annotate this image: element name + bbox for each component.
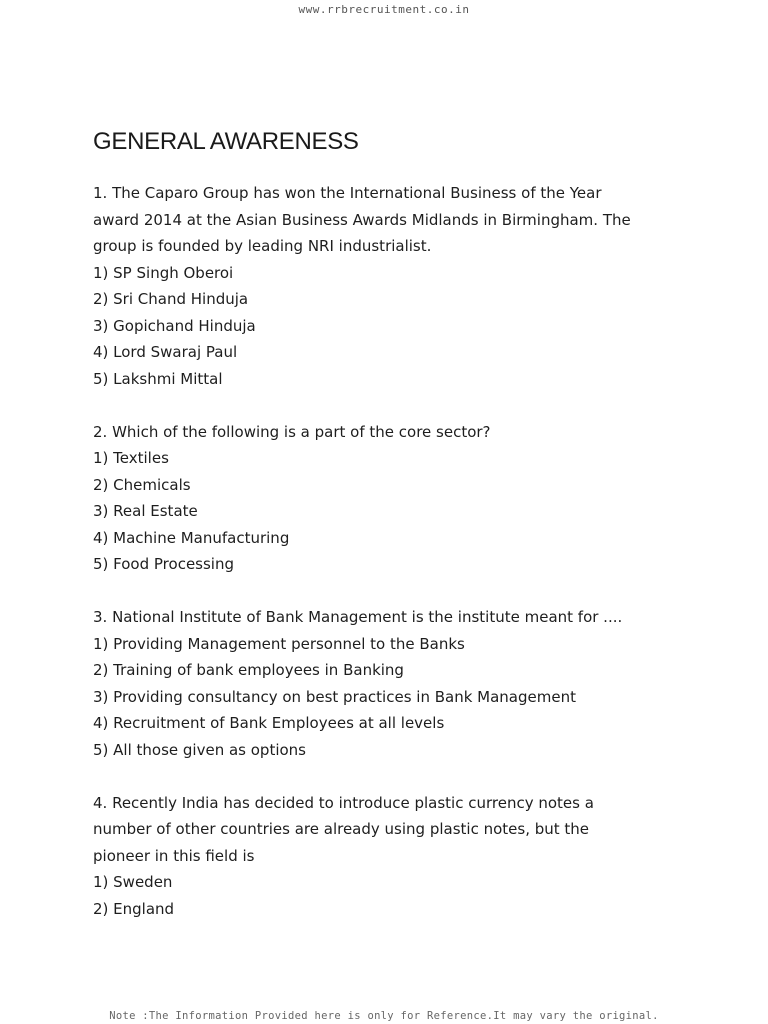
question-1 xyxy=(93,180,693,392)
option-item: 5) All those given as options xyxy=(93,740,306,759)
option-list xyxy=(93,631,693,764)
question-3 xyxy=(93,604,693,763)
question-text: 3. National Institute of Bank Management is the institute meant for .... xyxy=(93,608,623,626)
option-item: 2) Sri Chand Hinduja xyxy=(93,290,249,308)
question-text: 1. The Caparo Group has won the International Business of the Year award 2014 at the Asian Business Awards Midlands in Birmingham. The group is founded by leading NRI industrialist. xyxy=(93,184,631,255)
option-item: 3) Gopichand Hinduja xyxy=(93,316,256,335)
option-list xyxy=(93,445,693,578)
question-2 xyxy=(93,419,693,578)
option-item: 4) Lord Swaraj Paul xyxy=(93,343,238,361)
option-item: 5) Lakshmi Mittal xyxy=(93,369,223,388)
option-item: 1) SP Singh Oberoi xyxy=(93,263,234,282)
option-item: 5) Food Processing xyxy=(93,555,234,573)
option-item: 2) England xyxy=(93,899,175,918)
page-title: GENERAL AWARENESS xyxy=(93,128,359,155)
option-item: 3) Providing consultancy on best practices in Bank Management xyxy=(93,687,576,706)
option-item: 4) Recruitment of Bank Employees at all levels xyxy=(93,714,445,732)
question-text: 2. Which of the following is a part of the core sector? xyxy=(93,422,491,441)
option-item: 3) Real Estate xyxy=(93,502,198,520)
question-4 xyxy=(93,790,693,923)
option-item: 1) Textiles xyxy=(93,449,169,467)
option-item: 2) Chemicals xyxy=(93,475,191,494)
option-item: 1) Providing Management personnel to the Banks xyxy=(93,634,465,653)
option-item: 2) Training of bank employees in Banking xyxy=(93,661,404,679)
option-list xyxy=(93,869,693,922)
option-item: 1) Sweden xyxy=(93,873,173,891)
question-list xyxy=(93,180,693,949)
question-text: 4. Recently India has decided to introduce plastic currency notes a number of other countries are already using plastic notes, but the pioneer in this field is xyxy=(93,793,594,865)
footer-disclaimer: Note :The Information Provided here is only for Reference.It may vary the original. xyxy=(109,1010,659,1022)
site-url-header: www.rrbrecruitment.co.in xyxy=(298,3,470,16)
option-list xyxy=(93,260,693,393)
option-item: 4) Machine Manufacturing xyxy=(93,528,290,547)
